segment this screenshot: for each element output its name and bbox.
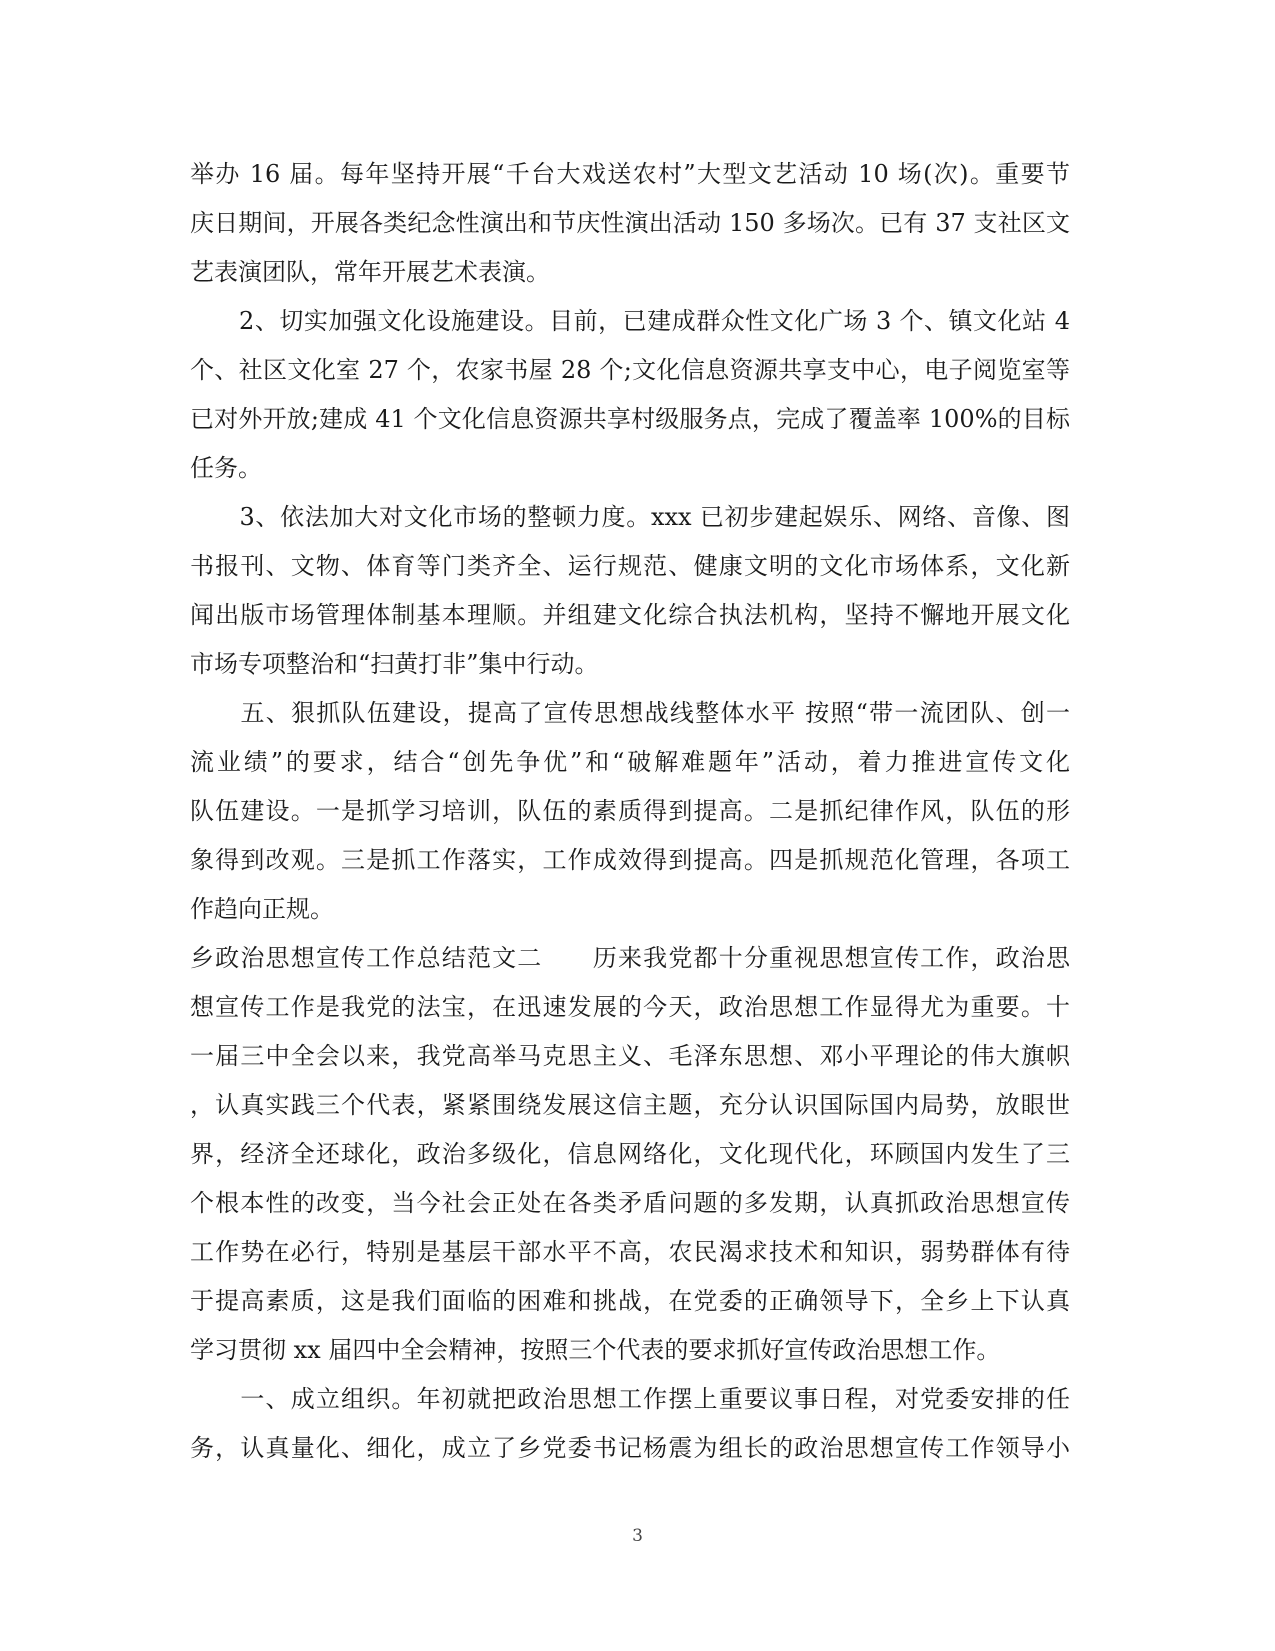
text-line: 一、成立组织。年初就把政治思想工作摆上重要议事日程，对党委安排的任 — [190, 1385, 1070, 1413]
text-line: 工作势在必行，特别是基层干部水平不高，农民渴求技术和知识，弱势群体有待 — [190, 1238, 1070, 1266]
text-line: 五、狠抓队伍建设，提高了宣传思想战线整体水平 按照“带一流团队、创一 — [190, 699, 1070, 727]
text-line: 流业绩”的要求，结合“创先争优”和“破解难题年”活动，着力推进宣传文化 — [190, 748, 1070, 776]
text-line: 3、依法加大对文化市场的整顿力度。xxx 已初步建起娱乐、网络、音像、图 — [190, 503, 1070, 531]
text-line: 庆日期间，开展各类纪念性演出和节庆性演出活动 150 多场次。已有 37 支社区文 — [190, 209, 1070, 237]
text-line: 界，经济全还球化，政治多级化，信息网络化，文化现代化，环顾国内发生了三 — [190, 1140, 1070, 1168]
text-line: 象得到改观。三是抓工作落实，工作成效得到提高。四是抓规范化管理，各项工 — [190, 846, 1070, 874]
text-line: 个、社区文化室 27 个，农家书屋 28 个;文化信息资源共享支中心，电子阅览室等 — [190, 356, 1070, 384]
text-line: 想宣传工作是我党的法宝，在迅速发展的今天，政治思想工作显得尤为重要。十 — [190, 993, 1070, 1021]
page-number: 3 — [632, 1526, 643, 1546]
text-line: 任务。 — [190, 454, 262, 482]
text-line: 作趋向正规。 — [190, 895, 334, 923]
text-line: 艺表演团队，常年开展艺术表演。 — [190, 258, 550, 286]
text-line: 学习贯彻 xx 届四中全会精神，按照三个代表的要求抓好宣传政治思想工作。 — [190, 1336, 1001, 1364]
text-line: 举办 16 届。每年坚持开展“千台大戏送农村”大型文艺活动 10 场(次)。重要节 — [190, 160, 1070, 188]
text-line: 已对外开放;建成 41 个文化信息资源共享村级服务点，完成了覆盖率 100%的目标 — [190, 405, 1070, 433]
text-line: 务，认真量化、细化，成立了乡党委书记杨震为组长的政治思想宣传工作领导小 — [190, 1434, 1070, 1462]
text-line: 乡政治思想宣传工作总结范文二 历来我党都十分重视思想宣传工作，政治思 — [190, 944, 1070, 972]
text-line: 闻出版市场管理体制基本理顺。并组建文化综合执法机构，坚持不懈地开展文化 — [190, 601, 1070, 629]
text-line: 2、切实加强文化设施建设。目前，已建成群众性文化广场 3 个、镇文化站 4 — [190, 307, 1070, 335]
text-line: 书报刊、文物、体育等门类齐全、运行规范、健康文明的文化市场体系，文化新 — [190, 552, 1070, 580]
text-line: 一届三中全会以来，我党高举马克思主义、毛泽东思想、邓小平理论的伟大旗帜 — [190, 1042, 1070, 1070]
text-line: 市场专项整治和“扫黄打非”集中行动。 — [190, 650, 599, 678]
text-line: 个根本性的改变，当今社会正处在各类矛盾问题的多发期，认真抓政治思想宣传 — [190, 1189, 1070, 1217]
text-line: 于提高素质，这是我们面临的困难和挑战，在党委的正确领导下，全乡上下认真 — [190, 1287, 1070, 1315]
text-line: 队伍建设。一是抓学习培训，队伍的素质得到提高。二是抓纪律作风，队伍的形 — [190, 797, 1070, 825]
body-text — [190, 150, 1070, 1473]
text-line: ，认真实践三个代表，紧紧围绕发展这信主题，充分认识国际国内局势，放眼世 — [190, 1091, 1070, 1119]
